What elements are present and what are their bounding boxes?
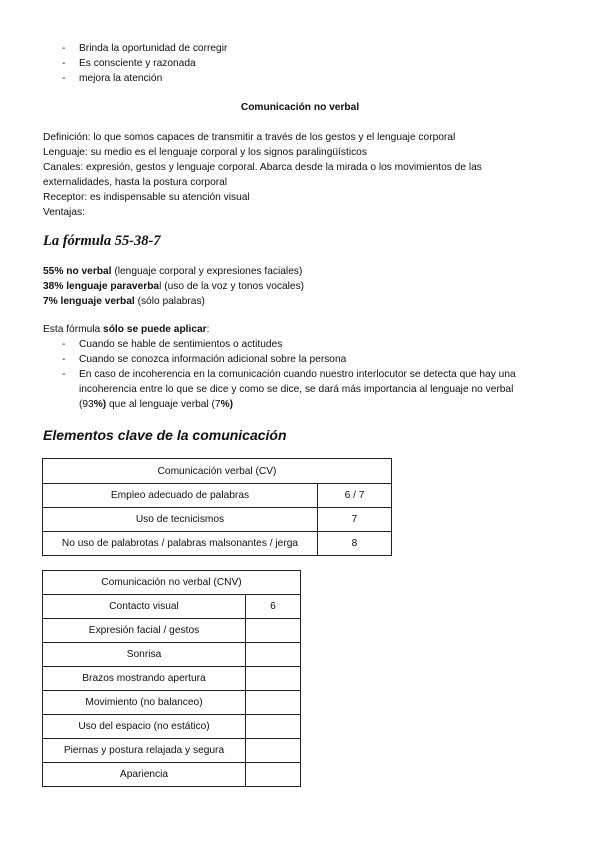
table-cell-value: 7 — [318, 508, 392, 532]
table-row — [43, 763, 301, 787]
formula-item — [43, 264, 573, 279]
table-cell-value — [246, 739, 301, 763]
table-row — [43, 508, 392, 532]
top-list — [43, 41, 563, 86]
receiver-line: Receptor: es indispensable su atención visual — [43, 192, 250, 203]
formula-item-bold: 7% lenguaje verbal — [43, 296, 135, 307]
table-cell-label: Piernas y postura relajada y segura — [43, 739, 246, 763]
table-cell-label: Contacto visual — [43, 595, 246, 619]
table-row — [43, 691, 301, 715]
list-item: - Cuando se hable de sentimientos o actitudes — [43, 337, 573, 352]
table-cell-label: Sonrisa — [43, 643, 246, 667]
cnv-table-header: Comunicación no verbal (CNV) — [43, 571, 301, 595]
table-row — [43, 595, 301, 619]
table-cell-value: 8 — [318, 532, 392, 556]
language-line: Lenguaje: su medio es el lenguaje corporal y los signos paralingüísticos — [43, 147, 367, 158]
formula-item-rest: (lenguaje corporal y expresiones faciales) — [111, 266, 303, 277]
incoherence-line-3 — [79, 397, 573, 412]
pct-b: %) — [93, 399, 107, 410]
cv-table — [42, 458, 392, 556]
table-cell-value — [246, 691, 301, 715]
list-item — [43, 367, 573, 412]
formula-item-rest: (sólo palabras) — [134, 296, 205, 307]
formula-item — [43, 294, 573, 309]
cnv-section-title: Comunicación no verbal — [240, 102, 360, 113]
table-cell-label: Uso de tecnicismos — [43, 508, 318, 532]
formula-item-bold: 38% lenguaje paraverba — [43, 281, 160, 292]
table-cell-value — [246, 715, 301, 739]
list-item: - Cuando se conozca información adicional sobre la persona — [43, 352, 573, 367]
table-cell-value: 6 / 7 — [318, 484, 392, 508]
table-cell-label: Brazos mostrando apertura — [43, 667, 246, 691]
pct-a: (93 — [79, 399, 94, 410]
table-row — [43, 667, 301, 691]
table-cell-label: No uso de palabrotas / palabras malsonantes / jerga — [43, 532, 318, 556]
formula-item-rest: l (uso de la voz y tonos vocales) — [159, 281, 305, 292]
incoherence-line-2: incoherencia entre lo que se dice y como se dice, se dará más importancia al lenguaje no verbal — [79, 384, 514, 395]
table-cell-label: Expresión facial / gestos — [43, 619, 246, 643]
formula-item — [43, 279, 573, 294]
apply-suffix: : — [206, 324, 210, 335]
advantages-line: Ventajas: — [43, 207, 85, 218]
pct-d: %) — [220, 399, 234, 410]
table-cell-label: Uso del espacio (no estático) — [43, 715, 246, 739]
cnv-definition-block — [43, 130, 573, 220]
apply-bold: sólo se puede aplicar — [103, 324, 207, 335]
pct-c: que al lenguaje verbal (7 — [106, 399, 221, 410]
table-cell-label: Movimiento (no balanceo) — [43, 691, 246, 715]
formula-apply-line — [43, 322, 573, 337]
cnv-table — [42, 570, 301, 787]
conditions-list — [43, 337, 573, 412]
table-cell-value — [246, 667, 301, 691]
table-row — [43, 532, 392, 556]
table-row — [43, 484, 392, 508]
table-cell-value — [246, 643, 301, 667]
table-cell-label: Empleo adecuado de palabras — [43, 484, 318, 508]
definition-line: Definición: lo que somos capaces de transmitir a través de los gestos y el lenguaje corporal — [43, 132, 456, 143]
channels-line-cont: externalidades, hasta la postura corporal — [43, 177, 228, 188]
table-cell-value — [246, 763, 301, 787]
table-row — [43, 715, 301, 739]
channels-line: Canales: expresión, gestos y lenguaje corporal. Abarca desde la mirada o los movimientos de las — [43, 162, 482, 173]
apply-prefix: Esta fórmula — [43, 324, 104, 335]
incoherence-line-1: - En caso de incoherencia en la comunicación cuando nuestro interlocutor se detecta que hay una — [79, 369, 516, 380]
table-row — [43, 619, 301, 643]
table-cell-value: 6 — [246, 595, 301, 619]
list-item: - Es consciente y razonada — [43, 56, 563, 71]
formula-heading: La fórmula 55-38-7 — [43, 233, 161, 249]
formula-items — [43, 264, 573, 309]
elements-heading: Elementos clave de la comunicación — [43, 427, 287, 443]
list-item: - mejora la atención — [43, 71, 563, 86]
formula-item-bold: 55% no verbal — [43, 266, 112, 277]
table-row — [43, 643, 301, 667]
list-item: - Brinda la oportunidad de corregir — [43, 41, 563, 56]
table-row — [43, 739, 301, 763]
table-cell-label: Apariencia — [43, 763, 246, 787]
table-cell-value — [246, 619, 301, 643]
cv-table-header: Comunicación verbal (CV) — [43, 459, 392, 484]
